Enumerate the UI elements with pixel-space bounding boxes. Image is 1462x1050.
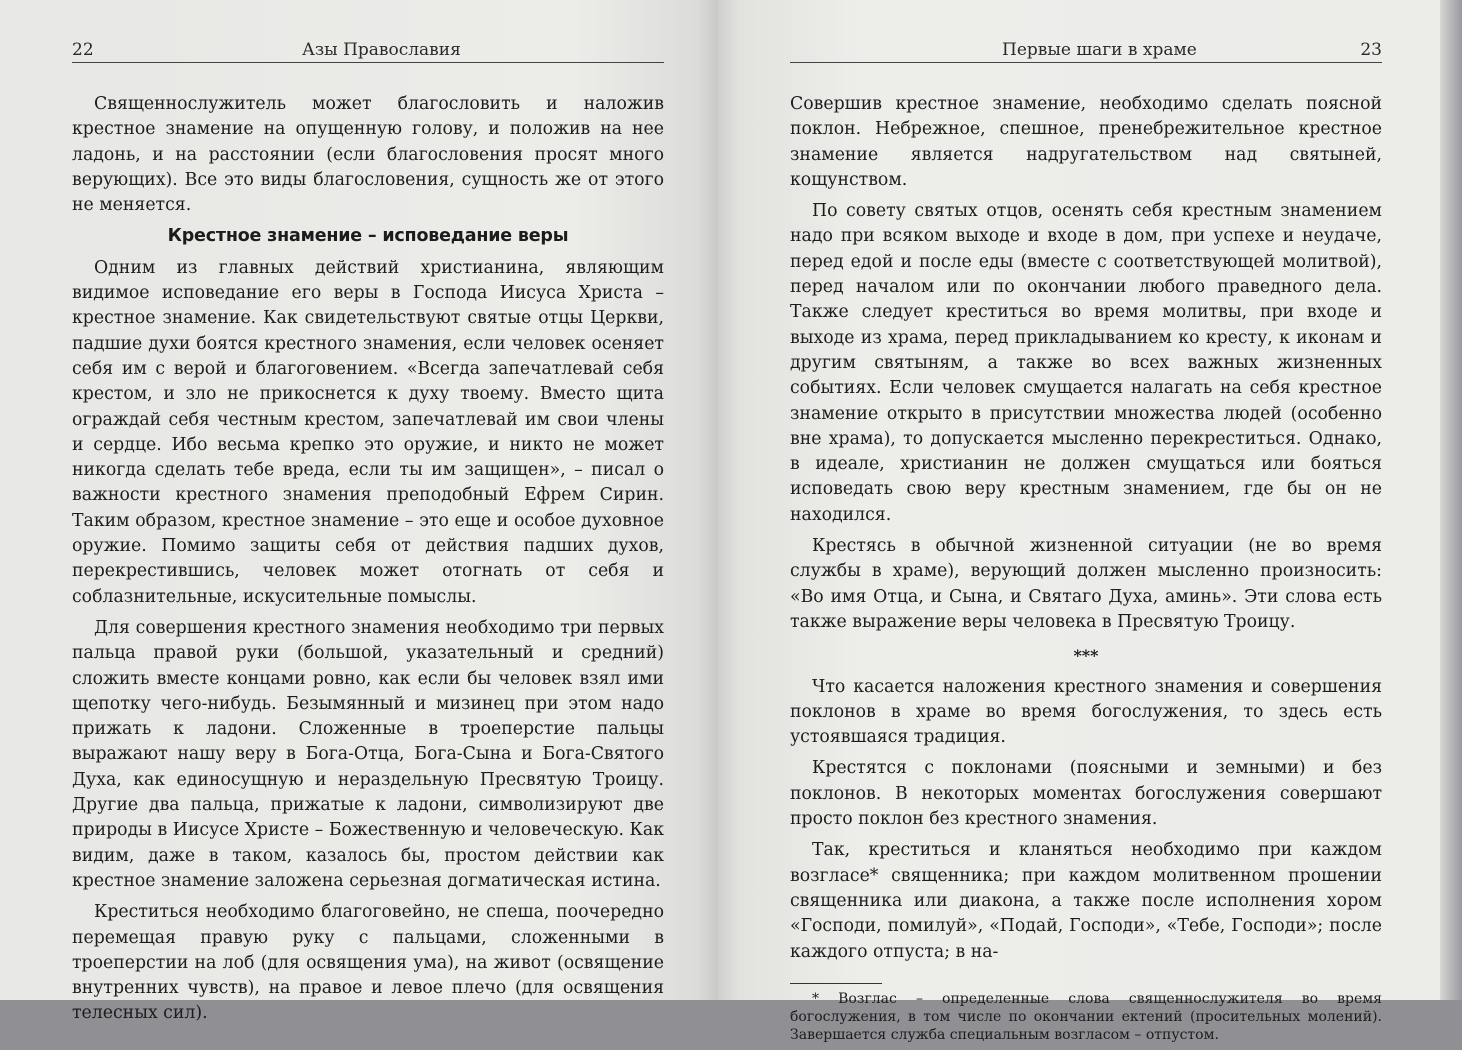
right-paragraph-4: Что касается наложения крестного знамения и совершения поклонов в храме во время богослужения, то здесь есть устоявшаяся традиция. <box>790 676 1382 748</box>
left-page-number: 22 <box>72 40 94 60</box>
right-page-body <box>790 92 1382 1050</box>
footnote: * Возглас – определенные слова священнослужителя во время богослужения, в том числе по окончании ектений (просительных молений). Завершается служба специальным возгласом – отпустом. <box>790 990 1382 1043</box>
right-paragraph-2: По совету святых отцов, осенять себя крестным знамением надо при всяком выходе и входе в дом, при успехе и неудаче, перед едой и после еды (вместе с соответствующей молитвой), перед началом или по окончании любого праведного дела. Также следует креститься во время молитвы, при входе и выходе из храма, перед прикладыванием ко кресту, к иконам и другим святыням, а также во всех важных жизненных событиях. Если человек смущается налагать на себя крестное знамение открыто в присутствии множества людей (особенно вне храма), то допускается мысленно перекреститься. Однако, в идеале, христианин не должен смущаться или бояться исповедать свою веру крестным знамением, где бы он не находился. <box>790 201 1382 525</box>
page-edges <box>1440 0 1462 1000</box>
left-page-body <box>72 92 664 1033</box>
left-paragraph-1: Священнослужитель может благословить и наложив крестное знамение на опущенную голову, и положив на нее ладонь, и на расстоянии (если благословения просят много верующих). Все это виды благословения, сущность же от этого не меняется. <box>72 94 664 216</box>
left-paragraph-3: Для совершения крестного знамения необходимо три первых пальца правой руки (большой, указательный и средний) сложить вместе концами ровно, как если бы человек взял ими щепотку чего-нибудь. Безымянный и мизинец при этом надо прижать к ладони. Сложенные в троеперстие пальцы выражают нашу веру в Бога-Отца, Бога-Сына и Бога-Святого Духа, как единосущную и нераздельную Пресвятую Троицу. Другие два пальца, прижатые к ладони, символизируют две природы в Иисусе Христе – Божественную и человеческую. Как видим, даже в таком, казалось бы, простом действии как крестное знамение заложена серьезная догматическая истина. <box>72 617 664 891</box>
right-page-number: 23 <box>1360 40 1382 60</box>
left-running-title: Азы Православия <box>302 40 461 60</box>
left-paragraph-2: Одним из главных действий христианина, являющим видимое исповедание его веры в Господа Иисуса Христа – крестное знамение. Как свидетельствуют святые отцы Церкви, падшие духи боятся крестного знамения, если человек осеняет себя им с верой и благоговением. «Всегда запечатлевай себя крестом, и зло не прикоснется к духу твоему. Вместо щита ограждай себя честным крестом, запечатлевай им свои члены и сердце. Ибо весьма крепко это оружие, и никто не может никогда сделать тебе вреда, если ты им защищен», – писал о важности крестного знамения преподобный Ефрем Сирин. Таким образом, крестное знамение – это еще и особое духовное оружие. Помимо защиты себя от действия падших духов, перекрестившись, человек может отогнать от себя и соблазнительные, искусительные помыслы. <box>72 257 664 607</box>
section-heading: Крестное знамение – исповедание веры <box>167 226 569 247</box>
right-paragraph-6: Так, креститься и кланяться необходимо при каждом возгласе* священника; при каждом молитвенном прошении священника или диакона, а также после исполнения хором «Господи, помилуй», «Подай, Господи», «Тебе, Господи»; после каждого отпуста; в на- <box>790 840 1382 962</box>
right-running-title: Первые шаги в храме <box>1002 40 1197 60</box>
right-paragraph-1: Совершив крестное знамение, необходимо сделать поясной поклон. Небрежное, спешное, пренебрежительное крестное знамение является надругательством над святыней, кощунством. <box>790 94 1382 190</box>
section-separator: *** <box>1073 646 1099 666</box>
footnote-rule <box>790 983 882 984</box>
left-paragraph-4: Креститься необходимо благоговейно, не спеша, поочередно перемещая правую руку с пальцами, сложенными в троеперстии на лоб (для освящения ума), на живот (освящение внутренних чувств), на правое и левое плечо (для освящения телесных сил). <box>72 902 664 1024</box>
right-paragraph-5: Крестятся с поклонами (поясными и земными) и без поклонов. В некоторых моментах богослужения совершают просто поклон без крестного знамения. <box>790 758 1382 830</box>
right-paragraph-3: Крестясь в обычной жизненной ситуации (не во время службы в храме), верующий должен мысленно произносить: «Во имя Отца, и Сына, и Святаго Духа, аминь». Эти слова есть также выражение веры человека в Пресвятую Троицу. <box>790 536 1382 632</box>
left-page <box>0 0 718 1024</box>
left-page-header <box>72 38 664 63</box>
right-page <box>718 0 1440 1043</box>
right-page-header <box>790 38 1382 63</box>
